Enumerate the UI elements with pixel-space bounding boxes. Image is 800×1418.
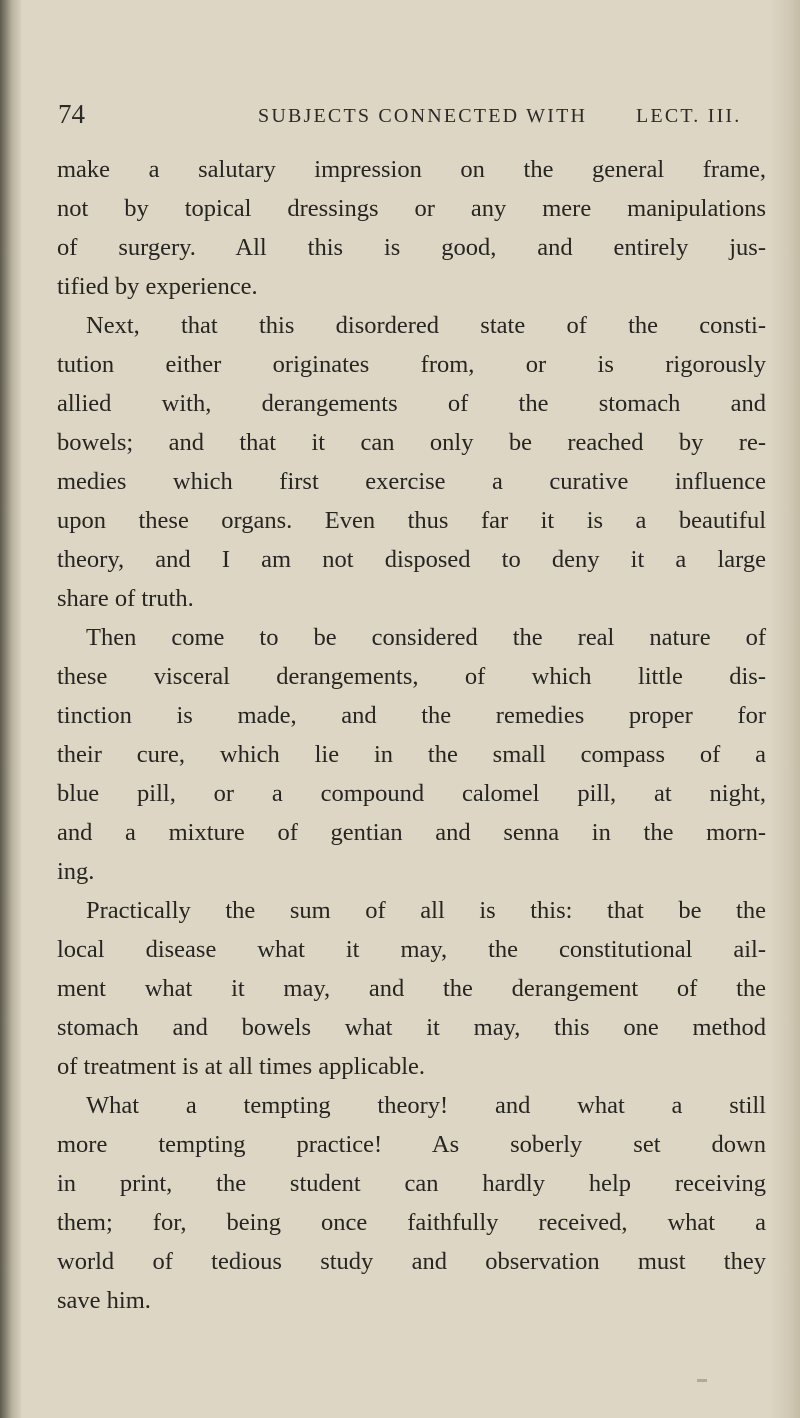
text-line: Practically the sum of all is this: that be the <box>86 897 766 924</box>
running-header <box>58 99 768 139</box>
text-line: ing. <box>57 858 95 885</box>
running-title: SUBJECTS CONNECTED WITH <box>258 105 588 127</box>
page-number: 74 <box>58 99 85 129</box>
text-line: theory, and I am not disposed to deny it a large <box>57 546 766 573</box>
text-line: save him. <box>57 1287 151 1314</box>
page-binding-shadow <box>0 0 22 1418</box>
text-line: them; for, being once faithfully received, what a <box>57 1209 766 1236</box>
text-line: What a tempting theory! and what a still <box>86 1092 766 1119</box>
text-line: share of truth. <box>57 585 194 612</box>
text-line: these visceral derangements, of which little dis- <box>57 663 766 690</box>
running-section: LECT. III. <box>636 105 742 127</box>
text-line: bowels; and that it can only be reached by re- <box>57 429 766 456</box>
text-line: of surgery. All this is good, and entirely jus- <box>57 234 766 261</box>
text-line: in print, the student can hardly help receiving <box>57 1170 766 1197</box>
text-line: stomach and bowels what it may, this one method <box>57 1014 766 1041</box>
text-line: Then come to be considered the real nature of <box>86 624 766 651</box>
text-line: allied with, derangements of the stomach and <box>57 390 766 417</box>
text-line: their cure, which lie in the small compass of a <box>57 741 766 768</box>
text-line: blue pill, or a compound calomel pill, at night, <box>57 780 766 807</box>
text-line: Next, that this disordered state of the consti- <box>86 312 766 339</box>
text-line: more tempting practice! As soberly set down <box>57 1131 766 1158</box>
text-line: and a mixture of gentian and senna in the morn- <box>57 819 766 846</box>
body-text <box>57 150 766 1320</box>
text-line: tinction is made, and the remedies proper for <box>57 702 766 729</box>
page-edge-shadow <box>770 0 800 1418</box>
ink-mark <box>697 1379 707 1382</box>
text-line: tution either originates from, or is rigorously <box>57 351 766 378</box>
text-line: ment what it may, and the derangement of the <box>57 975 766 1002</box>
text-line: tified by experience. <box>57 273 258 300</box>
text-line: make a salutary impression on the general frame, <box>57 156 766 183</box>
text-line: medies which first exercise a curative influence <box>57 468 766 495</box>
text-line: of treatment is at all times applicable. <box>57 1053 426 1080</box>
text-line: not by topical dressings or any mere manipulations <box>57 195 766 222</box>
text-line: local disease what it may, the constitutional ail- <box>57 936 766 963</box>
text-line: upon these organs. Even thus far it is a beautiful <box>57 507 766 534</box>
text-line: world of tedious study and observation must they <box>57 1248 766 1275</box>
